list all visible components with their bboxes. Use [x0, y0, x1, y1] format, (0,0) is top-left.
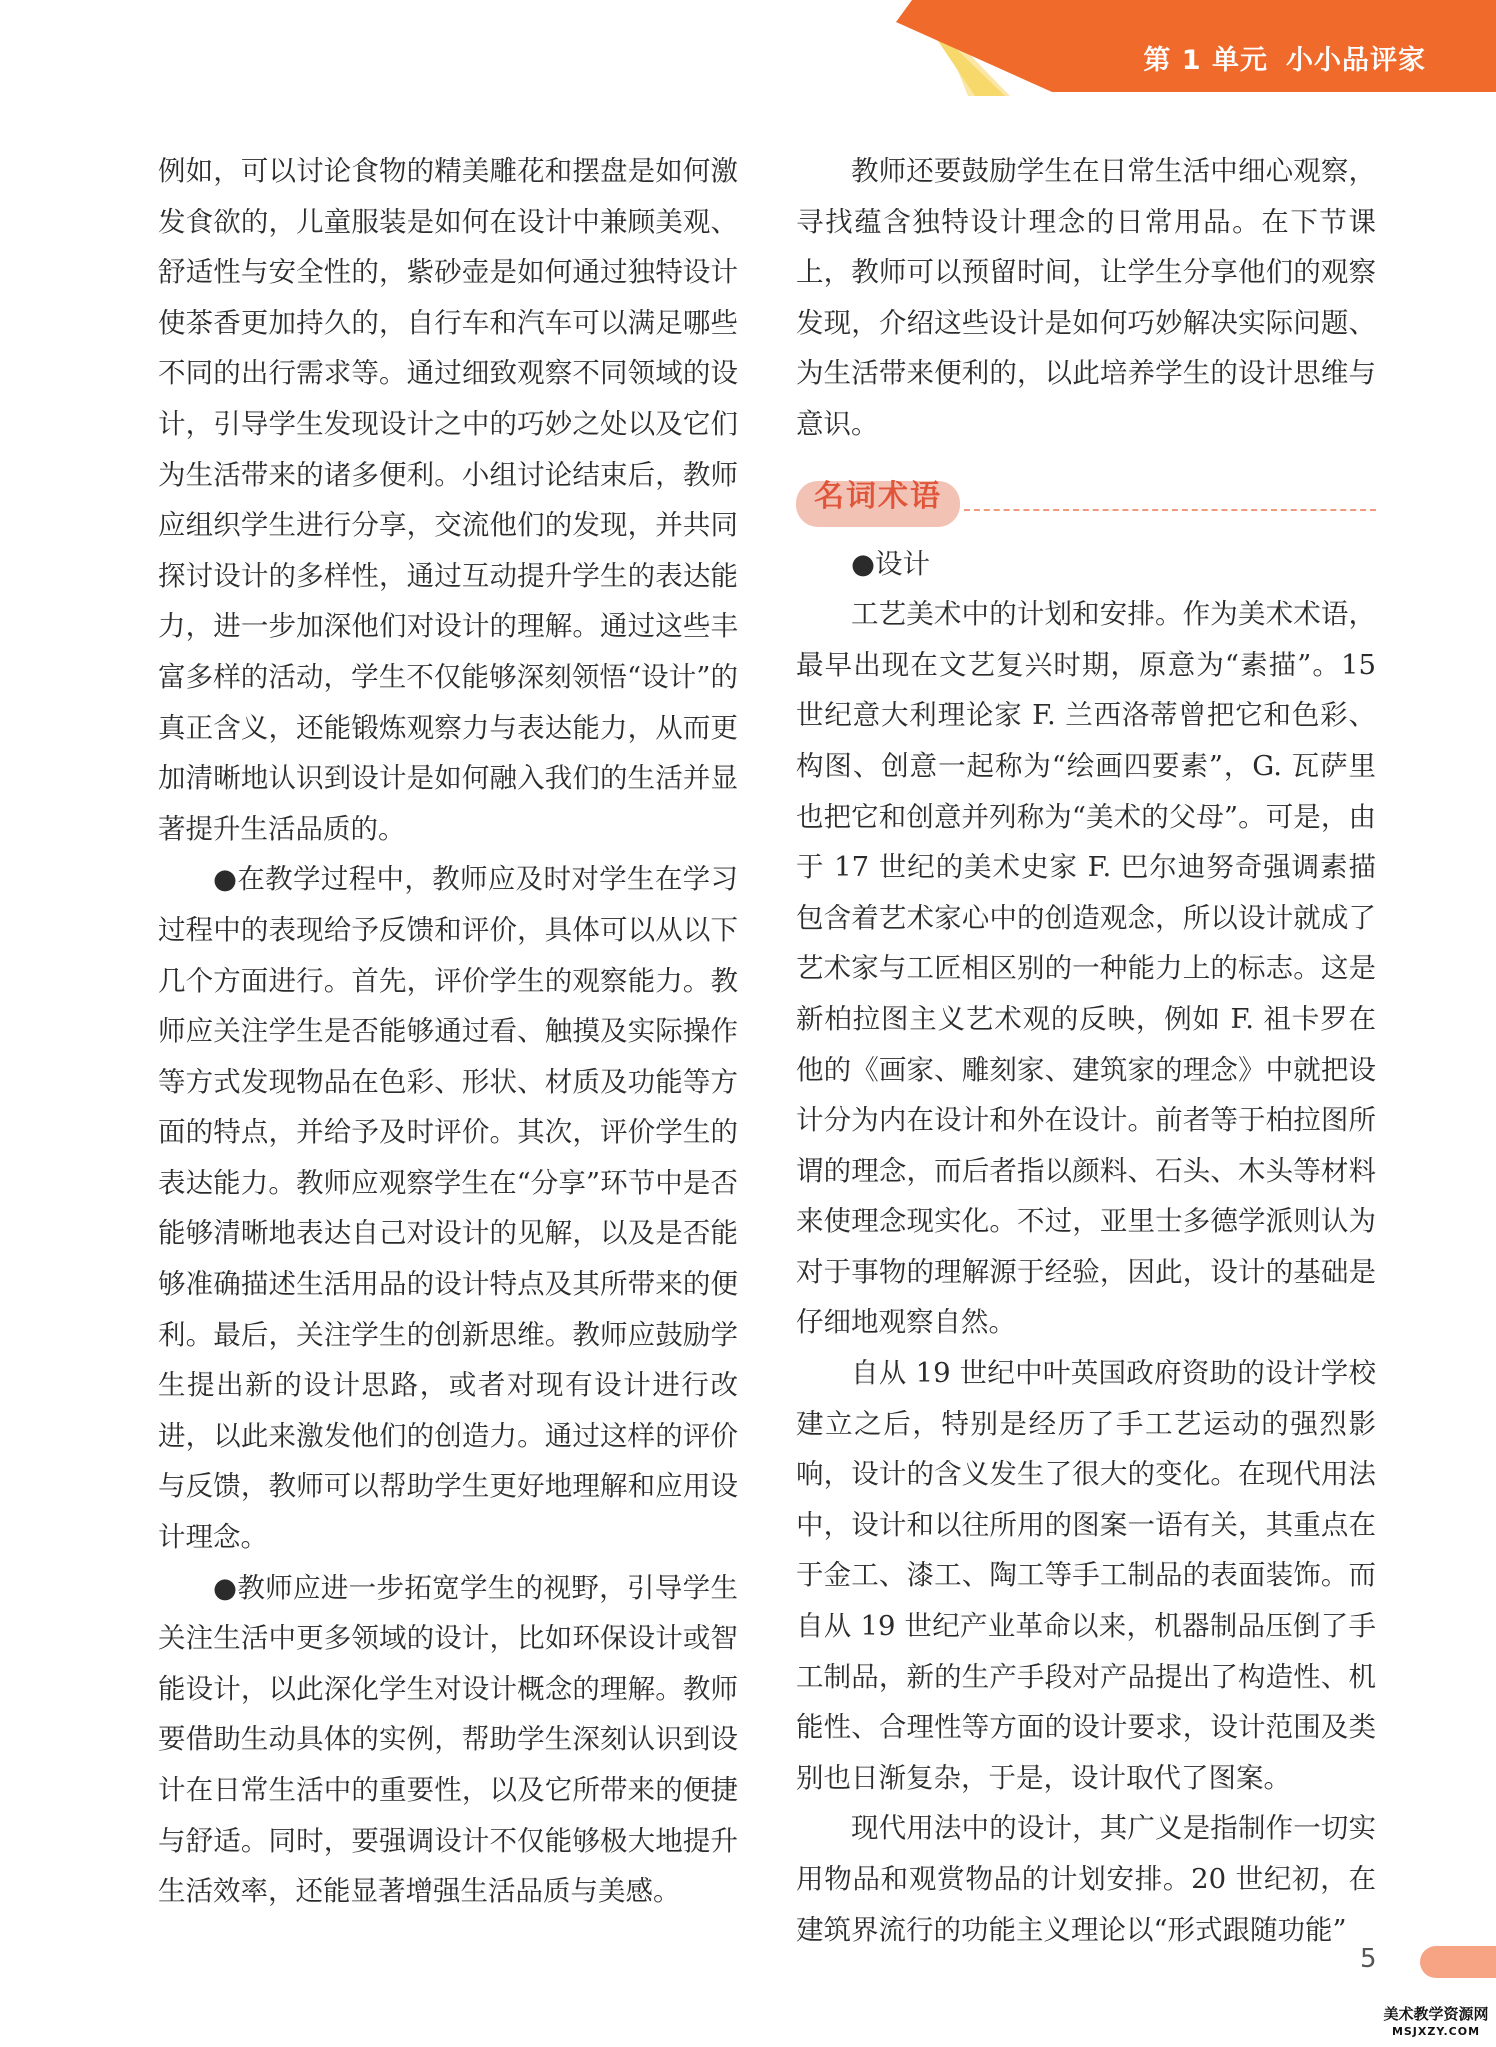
page-number: 5 [1360, 1944, 1377, 1974]
right-intro-paragraph: 教师还要鼓励学生在日常生活中细心观察，寻找蕴含独特设计理念的日常用品。在下节课上，教师可以预留时间，让学生分享他们的观察发现，介绍这些设计是如何巧妙解决实际问题、为生活带来便利的，以此培养学生的设计思维与意识。 [796, 155, 1376, 440]
left-paragraph-1: 例如，可以讨论食物的精美雕花和摆盘是如何激发食欲的，儿童服装是如何在设计中兼顾美观、舒适性与安全性的，紫砂壶是如何通过独特设计使茶香更加持久的，自行车和汽车可以满足哪些不同的出行需求等。通过细致观察不同领域的设计，引导学生发现设计之中的巧妙之处以及它们为生活带来的诸多便利。小组讨论结束后，教师应组织学生进行分享，交流他们的发现，并共同探讨设计的多样性，通过互动提升学生的表达能力，进一步加深他们对设计的理解。通过这些丰富多样的活动，学生不仅能够深刻领悟“设计”的真正含义，还能锻炼观察力与表达能力，从而更加清晰地认识到设计是如何融入我们的生活并显著提升生活品质的。 [158, 155, 738, 845]
watermark-url: MSJXZY.COM [1391, 2025, 1481, 2038]
terms-heading-label: 名词术语 [814, 478, 942, 514]
right-column [796, 146, 1376, 1955]
terms-section-heading [796, 475, 1376, 537]
term-item: ●设计 [851, 547, 930, 580]
right-paragraph-1: 工艺美术中的计划和安排。作为美术术语，最早出现在文艺复兴时期，原意为“素描”。15 世纪意大利理论家 F. 兰西洛蒂曾把它和色彩、构图、创意一起称为“绘画四要素”，G. 瓦萨里也把它和创意并列称为“美术的父母”。可是，由于 17 世纪的美术史家 F. 巴尔迪努奇强调素描包含着艺术家心中的创造观念，所以设计就成了艺术家与工匠相区别的一种能力上的标志。这是新柏拉图主义艺术观的反映，例如 F. 祖卡罗在他的《画家、雕刻家、建筑家的理念》中就把设计分为内在设计和外在设计。前者等于柏拉图所谓的理念，而后者指以颜料、石头、木头等材料来使理念现实化。不过，亚里士多德学派则认为对于事物的理解源于经验，因此，设计的基础是仔细地观察自然。 [796, 598, 1376, 1339]
unit-label: 第 1 单元 [1143, 45, 1268, 76]
unit-title: 小小品评家 [1286, 45, 1426, 76]
header-title [1143, 38, 1426, 77]
watermark [1376, 2004, 1496, 2040]
left-column [158, 146, 738, 1917]
terms-heading-divider [964, 509, 1376, 511]
left-paragraph-3: ●教师应进一步拓宽学生的视野，引导学生关注生活中更多领域的设计，比如环保设计或智能设计，以此深化学生对设计概念的理解。教师要借助生动具体的实例，帮助学生深刻认识到设计在日常生活中的重要性，以及它所带来的便捷与舒适。同时，要强调设计不仅能够极大地提升生活效率，还能显著增强生活品质与美感。 [158, 1571, 738, 1908]
right-paragraph-3: 现代用法中的设计，其广义是指制作一切实用物品和观赏物品的计划安排。20 世纪初，在建筑界流行的功能主义理论以“形式跟随功能” [796, 1812, 1376, 1946]
left-paragraph-2: ●在教学过程中，教师应及时对学生在学习过程中的表现给予反馈和评价，具体可以从以下几个方面进行。首先，评价学生的观察能力。教师应关注学生是否能够通过看、触摸及实际操作等方式发现物品在色彩、形状、材质及功能等方面的特点，并给予及时评价。其次，评价学生的表达能力。教师应观察学生在“分享”环节中是否能够清晰地表达自己对设计的见解，以及是否能够准确描述生活用品的设计特点及其所带来的便利。最后，关注学生的创新思维。教师应鼓励学生提出新的设计思路，或者对现有设计进行改进，以此来激发他们的创造力。通过这样的评价与反馈，教师可以帮助学生更好地理解和应用设计理念。 [158, 863, 738, 1554]
watermark-text: 美术教学资源网 [1383, 2005, 1489, 2023]
right-paragraph-2: 自从 19 世纪中叶英国政府资助的设计学校建立之后，特别是经历了手工艺运动的强烈影响，设计的含义发生了很大的变化。在现代用法中，设计和以往所用的图案一语有关，其重点在于金工、漆工、陶工等手工制品的表面装饰。而自从 19 世纪产业革命以来，机器制品压倒了手工制品，新的生产手段对产品提出了构造性、机能性、合理性等方面的设计要求，设计范围及类别也日渐复杂，于是，设计取代了图案。 [796, 1357, 1376, 1794]
page-tab-decor [1420, 1946, 1496, 1978]
